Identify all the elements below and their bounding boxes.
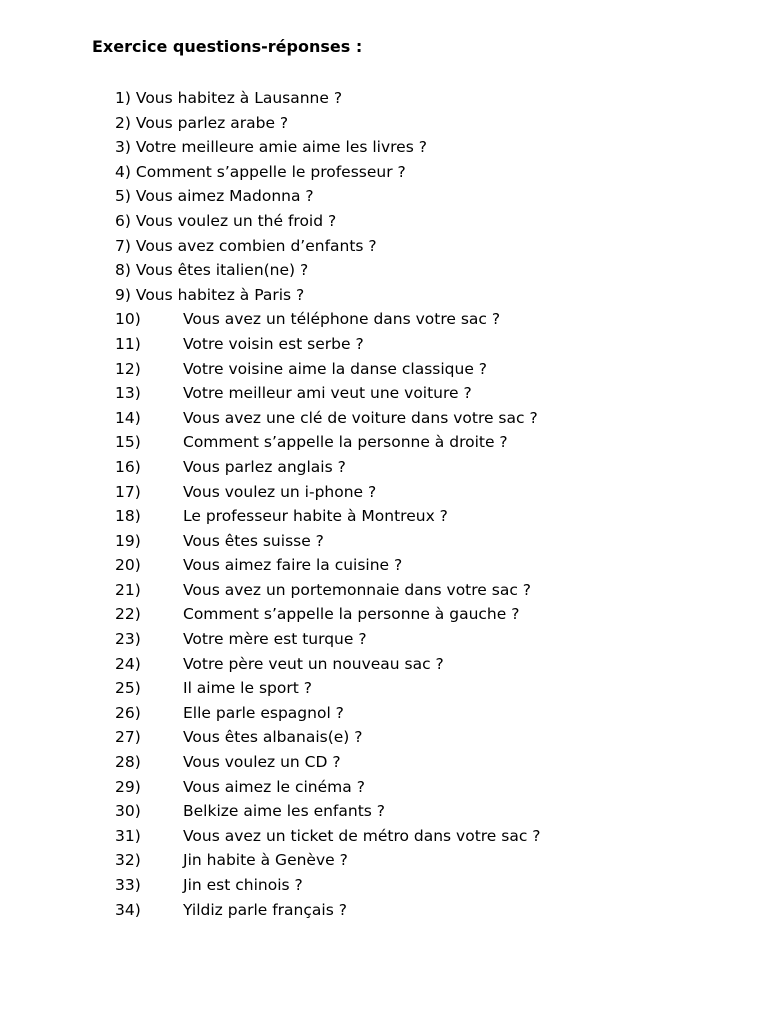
question-item bbox=[115, 652, 541, 677]
question-text: Vous parlez arabe ? bbox=[135, 113, 289, 132]
question-item bbox=[115, 578, 541, 603]
question-list bbox=[115, 86, 541, 922]
question-item bbox=[115, 750, 541, 775]
question-item bbox=[115, 184, 541, 209]
question-item bbox=[115, 111, 541, 136]
question-number: 34) bbox=[115, 900, 141, 919]
question-text: Vous voulez un CD ? bbox=[183, 753, 341, 772]
question-text: Votre père veut un nouveau sac ? bbox=[183, 654, 444, 673]
question-item bbox=[115, 873, 541, 898]
question-number: 24) bbox=[115, 654, 141, 673]
question-text: Vous voulez un i-phone ? bbox=[183, 482, 377, 501]
question-text: Vous avez un téléphone dans votre sac ? bbox=[183, 310, 501, 329]
question-number: 26) bbox=[115, 703, 141, 722]
question-number: 5) bbox=[115, 187, 131, 206]
question-item bbox=[115, 529, 541, 554]
question-text: Vous voulez un thé froid ? bbox=[135, 211, 337, 230]
question-item bbox=[115, 86, 541, 111]
question-text: Vous habitez à Paris ? bbox=[135, 285, 305, 304]
question-number: 23) bbox=[115, 630, 141, 649]
question-number: 19) bbox=[115, 531, 141, 550]
question-text: Votre meilleure amie aime les livres ? bbox=[135, 138, 427, 157]
question-number: 18) bbox=[115, 507, 141, 526]
question-number: 6) bbox=[115, 211, 131, 230]
question-item bbox=[115, 602, 541, 627]
question-text: Vous êtes albanais(e) ? bbox=[183, 728, 363, 747]
question-text: Vous êtes suisse ? bbox=[183, 531, 324, 550]
question-text: Comment s’appelle la personne à droite ? bbox=[183, 433, 508, 452]
question-number: 4) bbox=[115, 162, 131, 181]
question-item bbox=[115, 898, 541, 923]
question-text: Le professeur habite à Montreux ? bbox=[183, 507, 448, 526]
question-number: 13) bbox=[115, 384, 141, 403]
question-item bbox=[115, 799, 541, 824]
question-text: Vous avez un portemonnaie dans votre sac ? bbox=[183, 580, 532, 599]
question-item bbox=[115, 676, 541, 701]
question-text: Vous êtes italien(ne) ? bbox=[135, 261, 309, 280]
question-number: 11) bbox=[115, 334, 141, 353]
question-number: 1) bbox=[115, 89, 131, 107]
question-item bbox=[115, 332, 541, 357]
question-item bbox=[115, 775, 541, 800]
question-number: 27) bbox=[115, 728, 141, 747]
question-item bbox=[115, 307, 541, 332]
question-text: Vous avez combien d’enfants ? bbox=[135, 236, 377, 255]
question-item bbox=[115, 824, 541, 849]
question-number: 22) bbox=[115, 605, 141, 624]
question-item bbox=[115, 848, 541, 873]
question-item bbox=[115, 135, 541, 160]
document-title: Exercice questions-réponses : bbox=[92, 37, 363, 56]
question-item bbox=[115, 701, 541, 726]
question-text: Il aime le sport ? bbox=[183, 679, 312, 698]
question-text: Jin est chinois ? bbox=[183, 876, 303, 894]
question-item bbox=[115, 381, 541, 406]
question-number: 14) bbox=[115, 408, 141, 427]
question-text: Belkize aime les enfants ? bbox=[183, 802, 386, 821]
question-text: Vous aimez le cinéma ? bbox=[183, 777, 365, 796]
question-text: Comment s’appelle la personne à gauche ? bbox=[183, 605, 520, 624]
question-item bbox=[115, 627, 541, 652]
question-item bbox=[115, 504, 541, 529]
question-number: 15) bbox=[115, 433, 141, 452]
question-item bbox=[115, 406, 541, 431]
question-text: Jin habite à Genève ? bbox=[183, 851, 348, 870]
question-text: Votre voisin est serbe ? bbox=[183, 334, 364, 353]
question-item bbox=[115, 258, 541, 283]
question-number: 2) bbox=[115, 113, 131, 132]
question-number: 33) bbox=[115, 876, 141, 894]
question-item bbox=[115, 234, 541, 259]
question-item bbox=[115, 553, 541, 578]
question-number: 9) bbox=[115, 285, 131, 304]
question-number: 32) bbox=[115, 851, 141, 870]
question-number: 31) bbox=[115, 826, 141, 845]
question-number: 12) bbox=[115, 359, 141, 378]
question-item bbox=[115, 160, 541, 185]
question-text: Vous avez un ticket de métro dans votre sac ? bbox=[183, 826, 541, 845]
question-number: 3) bbox=[115, 138, 131, 157]
question-number: 7) bbox=[115, 236, 131, 255]
question-number: 30) bbox=[115, 802, 141, 821]
question-text: Vous parlez anglais ? bbox=[183, 457, 346, 476]
question-item bbox=[115, 455, 541, 480]
question-item bbox=[115, 430, 541, 455]
question-text: Vous aimez Madonna ? bbox=[135, 187, 314, 206]
question-number: 29) bbox=[115, 777, 141, 796]
question-item bbox=[115, 209, 541, 234]
question-text: Votre meilleur ami veut une voiture ? bbox=[183, 384, 472, 403]
question-number: 16) bbox=[115, 457, 141, 476]
question-text: Vous habitez à Lausanne ? bbox=[135, 89, 343, 107]
question-text: Vous avez une clé de voiture dans votre sac ? bbox=[183, 408, 538, 427]
question-text: Votre mère est turque ? bbox=[183, 630, 367, 649]
question-item bbox=[115, 357, 541, 382]
question-text: Comment s’appelle le professeur ? bbox=[135, 162, 406, 181]
question-number: 8) bbox=[115, 261, 131, 280]
question-item bbox=[115, 725, 541, 750]
question-text: Yildiz parle français ? bbox=[183, 900, 347, 919]
question-number: 25) bbox=[115, 679, 141, 698]
question-number: 17) bbox=[115, 482, 141, 501]
question-number: 28) bbox=[115, 753, 141, 772]
question-number: 10) bbox=[115, 310, 141, 329]
question-number: 20) bbox=[115, 556, 141, 575]
question-text: Vous aimez faire la cuisine ? bbox=[183, 556, 403, 575]
question-item bbox=[115, 283, 541, 308]
question-text: Elle parle espagnol ? bbox=[183, 703, 344, 722]
question-item bbox=[115, 480, 541, 505]
question-text: Votre voisine aime la danse classique ? bbox=[183, 359, 488, 378]
question-number: 21) bbox=[115, 580, 141, 599]
